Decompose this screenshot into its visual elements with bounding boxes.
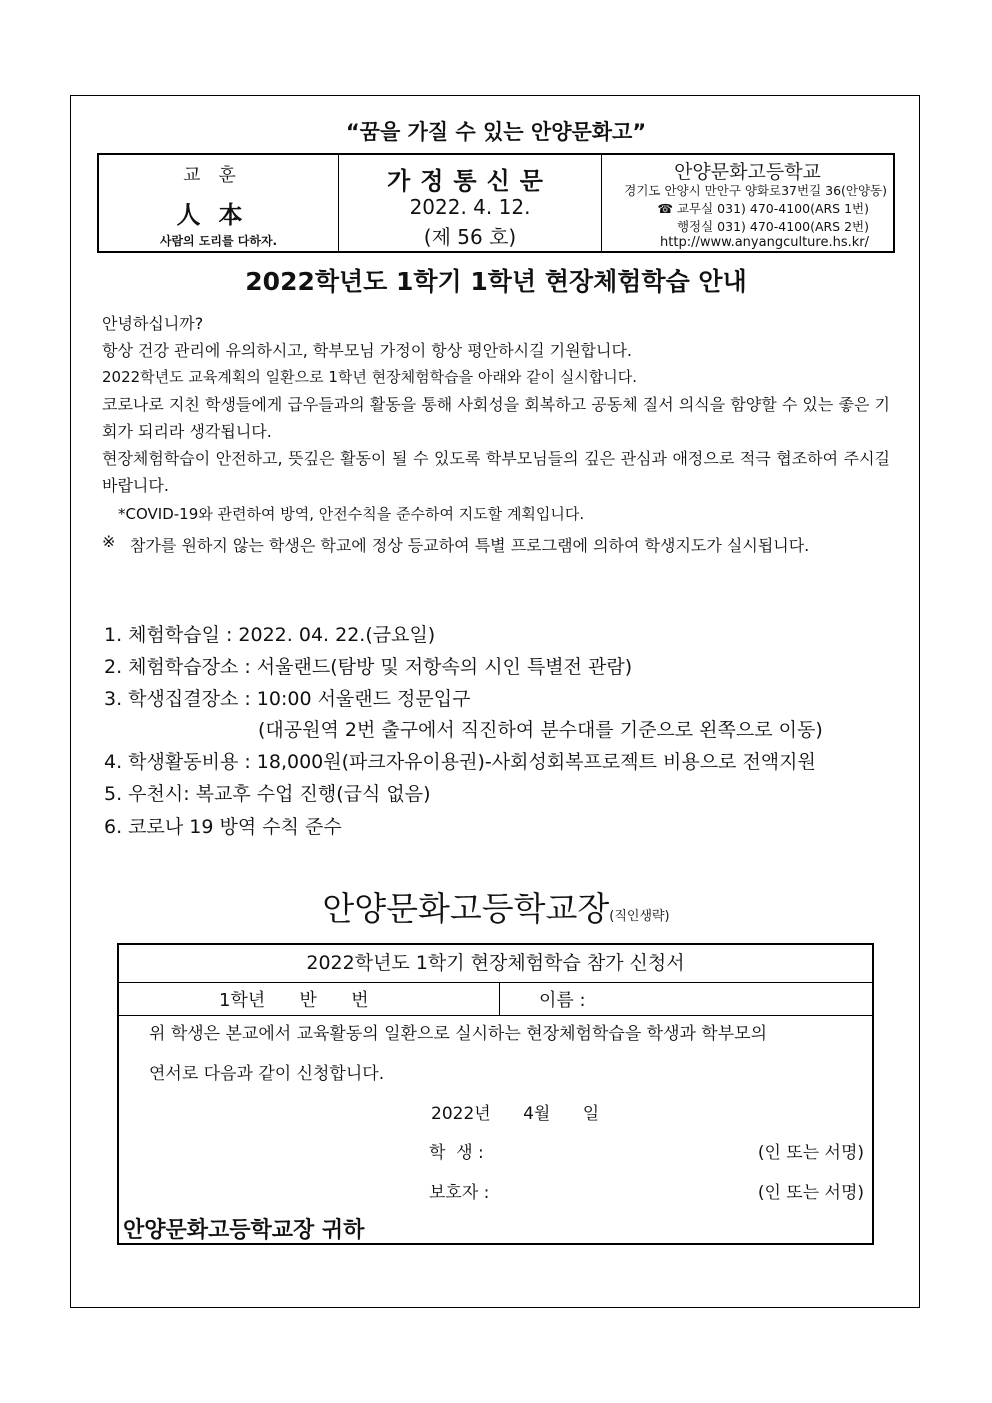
school-info-cell: [602, 155, 893, 251]
name-field[interactable]: 이름 :: [539, 990, 586, 1011]
school-address: 경기도 안양시 만안구 양화로37번길 36(안양동): [624, 183, 887, 198]
list-item: 1. 체험학습일 : 2022. 04. 22.(금요일): [104, 624, 436, 646]
form-closing: 안양문화고등학교장 귀하: [123, 1218, 365, 1243]
newsletter-header: [97, 153, 895, 253]
school-phone-office: ☎ 교무실 031) 470-4100(ARS 1번): [657, 201, 869, 216]
newsletter-date: 2022. 4. 12.: [409, 195, 531, 219]
motto-subtitle: 사람의 도리를 다하자.: [159, 234, 278, 248]
newsletter-title: 가정통신문: [387, 167, 553, 195]
form-date-field[interactable]: 2022년 4월 일: [431, 1104, 600, 1124]
class-field[interactable]: 1학년 반 번: [219, 990, 369, 1011]
row-divider: [499, 982, 500, 1015]
seal-note: (직인생략): [609, 909, 670, 924]
student-signature-label: 학 생 :: [429, 1143, 484, 1163]
student-signature-field[interactable]: (인 또는 서명): [757, 1143, 864, 1163]
page-title: 2022학년도 1학기 1학년 현장체험학습 안내: [245, 267, 747, 296]
guardian-signature-label: 보호자 :: [429, 1183, 490, 1203]
guardian-signature-field[interactable]: (인 또는 서명): [757, 1183, 864, 1203]
list-item: 6. 코로나 19 방역 수칙 준수: [104, 816, 342, 838]
absence-note: 참가를 원하지 않는 학생은 학교에 정상 등교하여 특별 프로그램에 의하여 학생지도가 실시됩니다.: [130, 536, 810, 555]
body-paragraph-5: 현장체험학습이 안전하고, 뜻깊은 활동이 될 수 있도록 학부모님들의 깊은 관심과 애정으로 적극 협조하여 주시길 바랍니다.: [102, 449, 890, 495]
body-paragraph-4: 코로나로 지친 학생들에게 급우들과의 활동을 통해 사회성을 회복하고 공동체 질서 의식을 함양할 수 있는 좋은 기회가 되리라 생각됩니다.: [102, 395, 890, 441]
form-statement-1: 위 학생은 본교에서 교육활동의 일환으로 실시하는 현장체험학습을 학생과 학부모의: [149, 1024, 767, 1044]
newsletter-info-cell: [339, 155, 602, 251]
greeting: 안녕하십니까?: [102, 314, 204, 333]
list-item: (대공원역 2번 출구에서 직진하여 분수대를 기준으로 왼쪽으로 이동): [258, 719, 823, 741]
school-website-link[interactable]: http://www.anyangculture.hs.kr/: [660, 235, 869, 250]
principal-signature: [0, 883, 992, 930]
body-paragraph-2: 항상 건강 관리에 유의하시고, 학부모님 가정이 항상 평안하시길 기원합니다.: [102, 341, 632, 360]
list-item: 4. 학생활동비용 : 18,000원(파크자유이용권)-사회성회복프로젝트 비용으로 전액지원: [104, 751, 816, 773]
covid-note: *COVID-19와 관련하여 방역, 안전수칙을 준수하여 지도할 계획입니다.: [118, 505, 585, 523]
newsletter-issue: (제 56 호): [423, 225, 517, 249]
motto-cell: [99, 155, 339, 251]
principal-name: 안양문화고등학교장: [322, 889, 610, 928]
form-title: 2022학년도 1학기 현장체험학습 참가 신청서: [119, 945, 872, 983]
application-form: [117, 943, 874, 1245]
school-name: 안양문화고등학교: [674, 161, 821, 183]
school-slogan: “꿈을 가질 수 있는 안양문화고”: [345, 120, 647, 144]
list-item: 2. 체험학습장소 : 서울랜드(탐방 및 저항속의 시인 특별전 관람): [104, 656, 633, 678]
body-paragraph-3: 2022학년도 교육계획의 일환으로 1학년 현장체험학습을 아래와 같이 실시합니다.: [102, 368, 638, 386]
school-phone-admin: 행정실 031) 470-4100(ARS 2번): [676, 219, 869, 234]
list-item: 3. 학생집결장소 : 10:00 서울랜드 정문입구: [104, 688, 471, 710]
form-statement-2: 연서로 다음과 같이 신청합니다.: [149, 1064, 385, 1084]
note-mark: ※: [102, 532, 116, 551]
student-info-row: [119, 982, 872, 1016]
list-item: 5. 우천시: 복교후 수업 진행(급식 없음): [104, 783, 431, 805]
motto-label: 교훈: [183, 165, 254, 186]
school-motto: 人本: [176, 201, 261, 229]
